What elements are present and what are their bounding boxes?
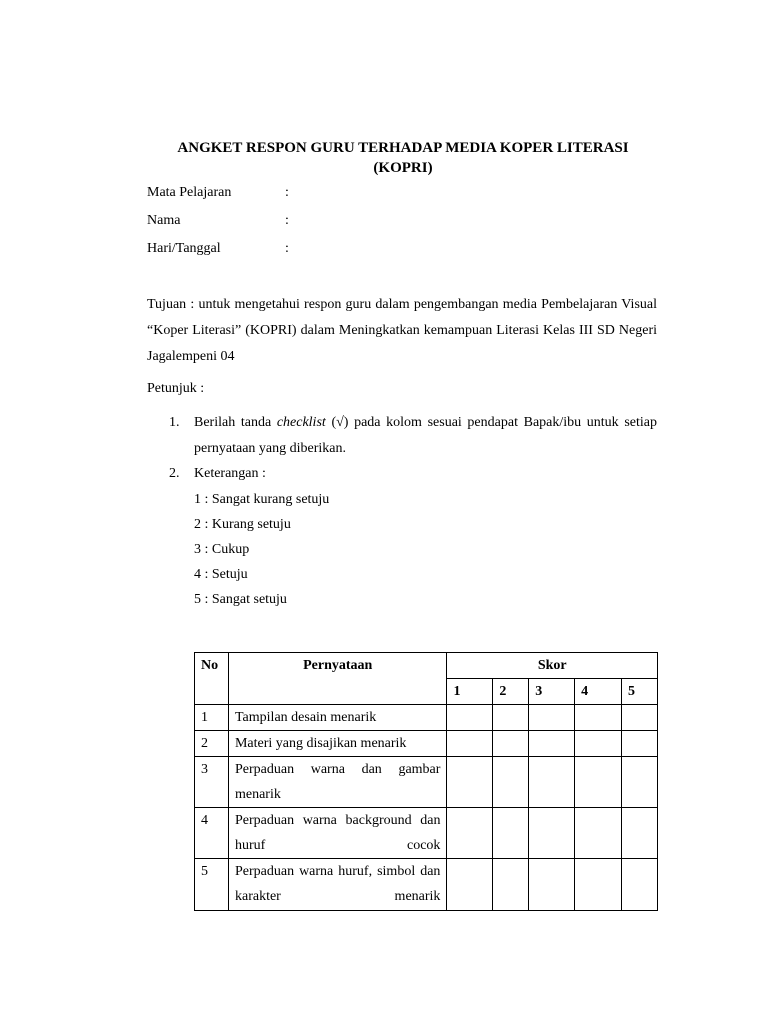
row-statement: Tampilan desain menarik [228,705,446,731]
table-row [195,859,658,911]
score-cell[interactable] [529,757,575,808]
instruction-text: Berilah tanda checklist (√) pada kolom sesuai pendapat Bapak/ibu untuk setiap pernyataan yang diberikan. [194,415,657,456]
header-no: No [195,653,229,705]
instruction-item-2 [147,461,657,487]
row-number: 4 [195,808,229,859]
field-label: Nama [147,213,181,228]
row-number: 2 [195,731,229,757]
score-cell[interactable] [575,757,622,808]
header-score: Skor [447,653,658,679]
instructions-heading: Petunjuk : [147,381,205,396]
legend-item-4: 4 : Setuju [194,567,248,582]
row-statement: Perpaduan warna dan gambar menarik [228,757,446,808]
row-statement: Materi yang disajikan menarik [228,731,446,757]
score-cell[interactable] [529,808,575,859]
instruction-item-1 [147,410,657,462]
row-number: 1 [195,705,229,731]
table-row [195,705,658,731]
row-number: 5 [195,859,229,911]
legend-item-3: 3 : Cukup [194,542,250,557]
score-cell[interactable] [622,757,658,808]
score-cell[interactable] [622,808,658,859]
score-col-3: 3 [529,679,575,705]
purpose-paragraph: Tujuan : untuk mengetahui respon guru dalam pengembangan media Pembelajaran Visual “Koper Literasi” (KOPRI) dalam Meningkatkan kemampuan Literasi Kelas III SD Negeri Jagalempeni 04 [147,297,657,364]
legend-item-2: 2 : Kurang setuju [194,517,291,532]
header-statement: Pernyataan [228,653,446,705]
score-cell[interactable] [575,808,622,859]
score-cell[interactable] [493,859,529,911]
score-cell[interactable] [622,705,658,731]
table-row [195,757,658,808]
score-cell[interactable] [575,705,622,731]
score-cell[interactable] [622,859,658,911]
list-number: 2. [169,466,180,481]
field-label: Hari/Tanggal [147,241,221,256]
field-colon: : [285,241,289,256]
list-number: 1. [169,415,180,430]
score-cell[interactable] [529,705,575,731]
field-label: Mata Pelajaran [147,185,232,200]
score-table [194,652,658,911]
score-cell[interactable] [493,757,529,808]
title-line-1: ANGKET RESPON GURU TERHADAP MEDIA KOPER LITERASI [177,140,629,156]
row-statement: Perpaduan warna huruf, simbol dan karakter menarik [228,859,446,911]
score-cell[interactable] [529,731,575,757]
score-cell[interactable] [493,731,529,757]
score-cell[interactable] [447,757,493,808]
score-cell[interactable] [575,859,622,911]
legend-item-1: 1 : Sangat kurang setuju [194,492,330,507]
score-col-1: 1 [447,679,493,705]
score-cell[interactable] [447,859,493,911]
score-col-2: 2 [493,679,529,705]
table-row [195,731,658,757]
table-row [195,808,658,859]
score-col-4: 4 [575,679,622,705]
score-cell[interactable] [529,859,575,911]
row-number: 3 [195,757,229,808]
score-cell[interactable] [493,705,529,731]
instruction-text: Keterangan : [194,466,266,481]
field-colon: : [285,185,289,200]
score-cell[interactable] [447,731,493,757]
score-cell[interactable] [447,705,493,731]
field-colon: : [285,213,289,228]
score-cell[interactable] [447,808,493,859]
row-statement: Perpaduan warna background dan huruf cocok [228,808,446,859]
score-cell[interactable] [575,731,622,757]
title-line-2: (KOPRI) [373,160,433,176]
score-cell[interactable] [622,731,658,757]
page-title [150,138,656,178]
score-col-5: 5 [622,679,658,705]
legend-item-5: 5 : Sangat setuju [194,592,287,607]
score-cell[interactable] [493,808,529,859]
